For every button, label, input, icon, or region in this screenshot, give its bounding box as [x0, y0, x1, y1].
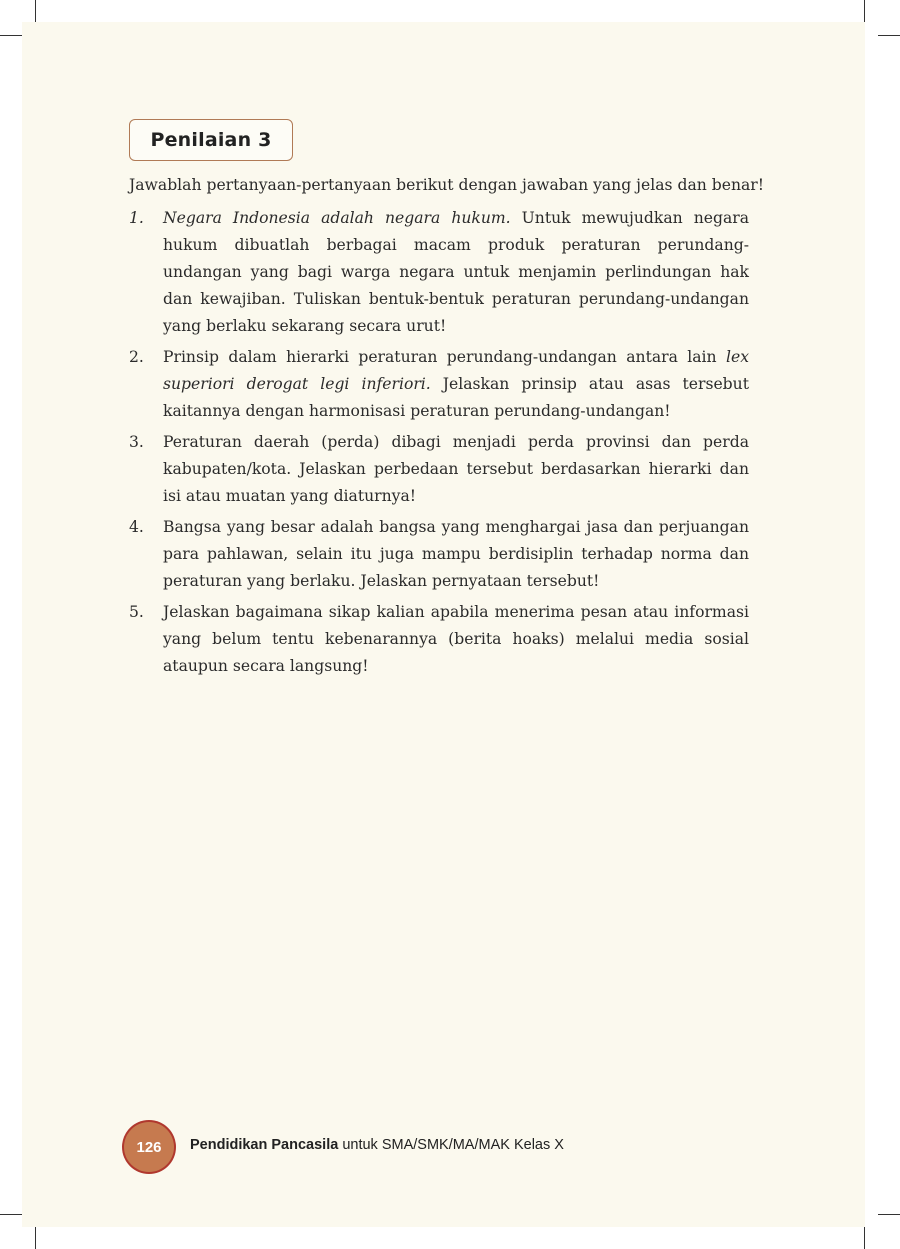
question-number: 3. [129, 433, 144, 451]
crop-mark [878, 35, 900, 36]
question-italic-lead: Negara Indonesia adalah negara hukum. [163, 209, 511, 227]
running-footer [190, 1137, 564, 1153]
question-text-continued: Jelaskan prinsip atau asas tersebut kaitannya dengan harmonisasi peraturan perundang-undangan! [163, 375, 749, 420]
instruction-text: Jawablah pertanyaan-pertanyaan berikut dengan jawaban yang jelas dan benar! [129, 176, 765, 194]
question-number: 5. [129, 603, 144, 621]
question-number: 4. [129, 518, 144, 536]
question-item [129, 429, 749, 510]
question-text: Jelaskan bagaimana sikap kalian apabila menerima pesan atau informasi yang belum tentu kebenarannya (berita hoaks) melalui media sosial ataupun secara langsung! [163, 603, 749, 675]
book-subtitle: untuk SMA/SMK/MA/MAK Kelas X [338, 1137, 564, 1153]
crop-mark [35, 0, 36, 22]
question-item [129, 599, 749, 680]
section-title: Penilaian 3 [150, 129, 272, 151]
question-item [129, 514, 749, 595]
question-text: Prinsip dalam hierarki peraturan perundang-undangan antara lain [163, 348, 726, 366]
question-list [129, 205, 749, 684]
crop-mark [35, 1227, 36, 1249]
question-item [129, 344, 749, 425]
book-title: Pendidikan Pancasila [190, 1137, 339, 1153]
crop-mark [0, 1214, 22, 1215]
page-number: 126 [136, 1138, 162, 1156]
crop-mark [878, 1214, 900, 1215]
question-number: 2. [129, 348, 144, 366]
crop-mark [864, 0, 865, 22]
crop-mark [864, 1227, 865, 1249]
question-number: 1. [129, 209, 144, 227]
question-item [129, 205, 749, 340]
question-text: Bangsa yang besar adalah bangsa yang menghargai jasa dan perjuangan para pahlawan, selain itu juga mampu berdisiplin terhadap norma dan peraturan yang berlaku. Jelaskan pernyataan tersebut! [163, 518, 749, 590]
crop-mark [0, 35, 22, 36]
section-heading [129, 119, 293, 161]
page-number-badge [124, 1122, 174, 1172]
question-latin-term: lex superiori derogat legi inferiori. [163, 348, 749, 393]
question-text: Peraturan daerah (perda) dibagi menjadi perda provinsi dan perda kabupaten/kota. Jelaskan perbedaan tersebut berdasarkan hierarki dan isi atau muatan yang diaturnya! [163, 433, 749, 505]
question-text: Untuk mewujudkan negara hukum dibuatlah berbagai macam produk peraturan perundang-undangan yang bagi warga negara untuk menjamin perlindungan hak dan kewajiban. Tuliskan bentuk-bentuk peraturan perundang-undangan yang berlaku sekarang secara urut! [163, 209, 749, 335]
